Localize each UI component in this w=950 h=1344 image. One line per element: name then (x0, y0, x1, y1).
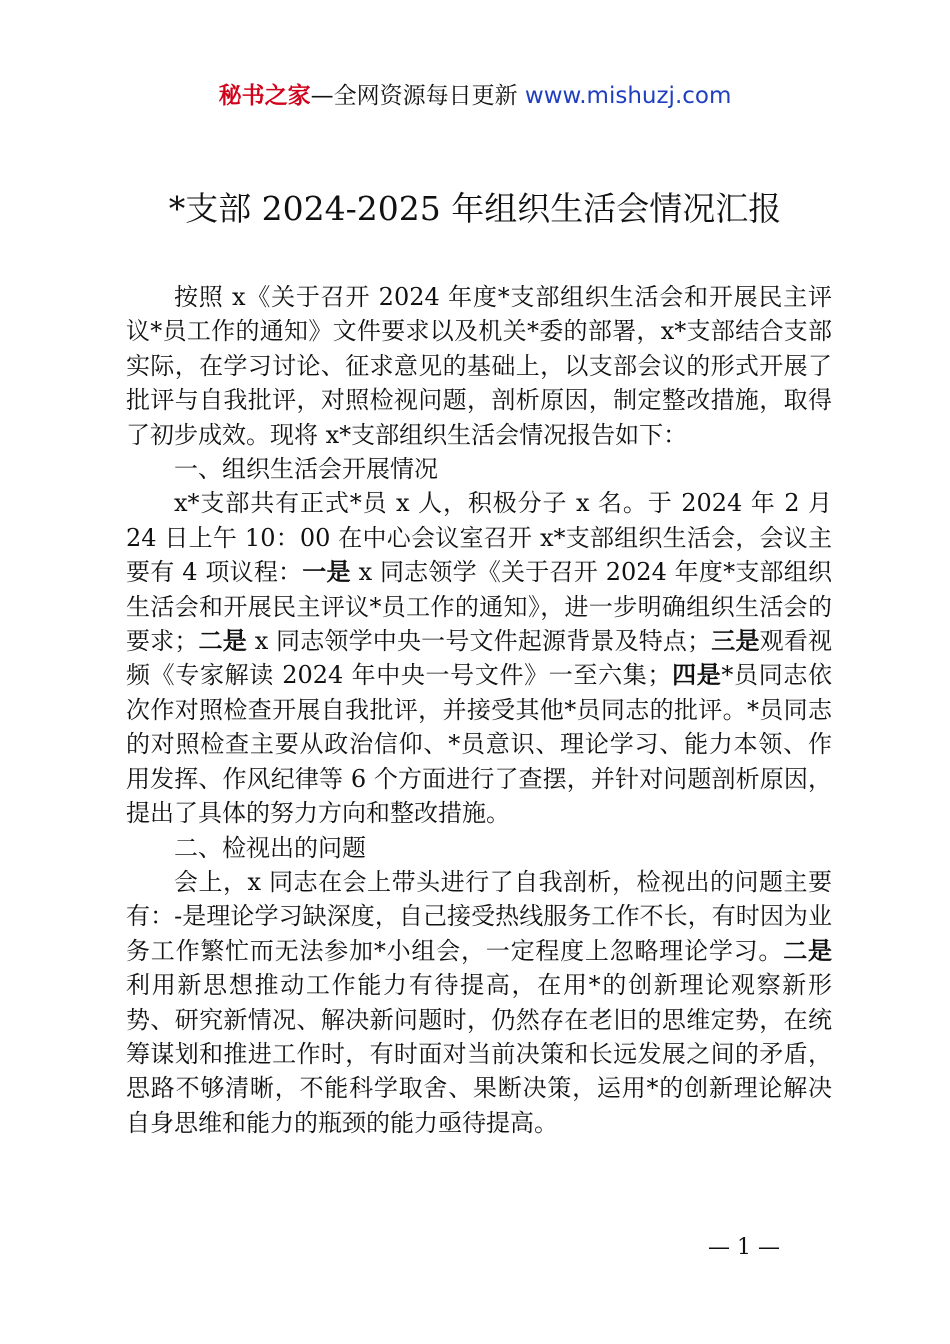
text-run: 观看视频《专家解读 2024 年中央一号文件》一至六集； (126, 627, 833, 690)
text-run: x 同志领学《关于召开 2024 年度*支部组织生活会和开展民主评议*员工作的通知》，进一步明确组织生活会的要求； (126, 558, 832, 656)
section-1-paragraph (126, 486, 832, 830)
header-slogan: —全网资源每日更新 (310, 83, 525, 109)
section-2-paragraph (126, 865, 832, 1140)
bold-keyword: 二是 (783, 936, 833, 965)
document-body (126, 280, 832, 1140)
text-run: x*支部共有正式*员 x 人，积极分子 x 名。于 2024 年 2 月 24 日上午 10：00 在中心会议室召开 x*支部组织生活会，会议主要有 4 项议程： (126, 489, 832, 587)
header-banner (0, 80, 950, 112)
bold-keyword: 一是 (302, 558, 351, 587)
page-number: — 1 — (708, 1235, 780, 1260)
document-title: *支部 2024-2025 年组织生活会情况汇报 (168, 189, 782, 228)
text-run: 会上，x 同志在会上带头进行了自我剖析，检视出的问题主要有：-是理论学习缺深度，自己接受热线服务工作不长，有时因为业务工作繁忙而无法参加*小组会，一定程度上忽略理论学习。 (126, 867, 832, 965)
intro-paragraph: 按照 x《关于召开 2024 年度*支部组织生活会和开展民主评议*员工作的通知》文件要求以及机关*委的部署，x*支部结合支部实际，在学习讨论、征求意见的基础上，以支部会议的形式开展了批评与自我批评，对照检视问题，剖析原因，制定整改措施，取得了初步成效。现将 x*支部组织生活会情况报告如下： (126, 283, 832, 449)
bold-keyword: 三是 (711, 627, 760, 656)
section-heading-1: 一、组织生活会开展情况 (174, 455, 438, 484)
text-run: 利用新思想推动工作能力有待提高，在用*的创新理论观察新形势、研究新情况、解决新问题时，仍然存在老旧的思维定势，在统筹谋划和推进工作时，有时面对当前决策和长远发展之间的矛盾，思路不够清晰，不能科学取舍、果断决策，运用*的创新理论解决自身思维和能力的瓶颈的能力亟待提高。 (126, 971, 832, 1137)
section-heading-2: 二、检视出的问题 (174, 833, 366, 862)
bold-keyword: 二是 (198, 627, 247, 656)
text-run: *员同志依次作对照检查开展自我批评，并接受其他*员同志的批评。*员同志的对照检查主要从政治信仰、*员意识、理论学习、能力本领、作用发挥、作风纪律等 6 个方面进行了查摆，并针对问题剖析原因，提出了具体的努力方向和整改措施。 (126, 661, 833, 828)
text-run: x 同志领学中央一号文件起源背景及特点； (246, 627, 712, 656)
bold-keyword: 四是 (671, 661, 722, 690)
brand-name: 秘书之家 (218, 83, 311, 109)
site-url-link[interactable]: www.mishuzj.com (524, 83, 732, 109)
